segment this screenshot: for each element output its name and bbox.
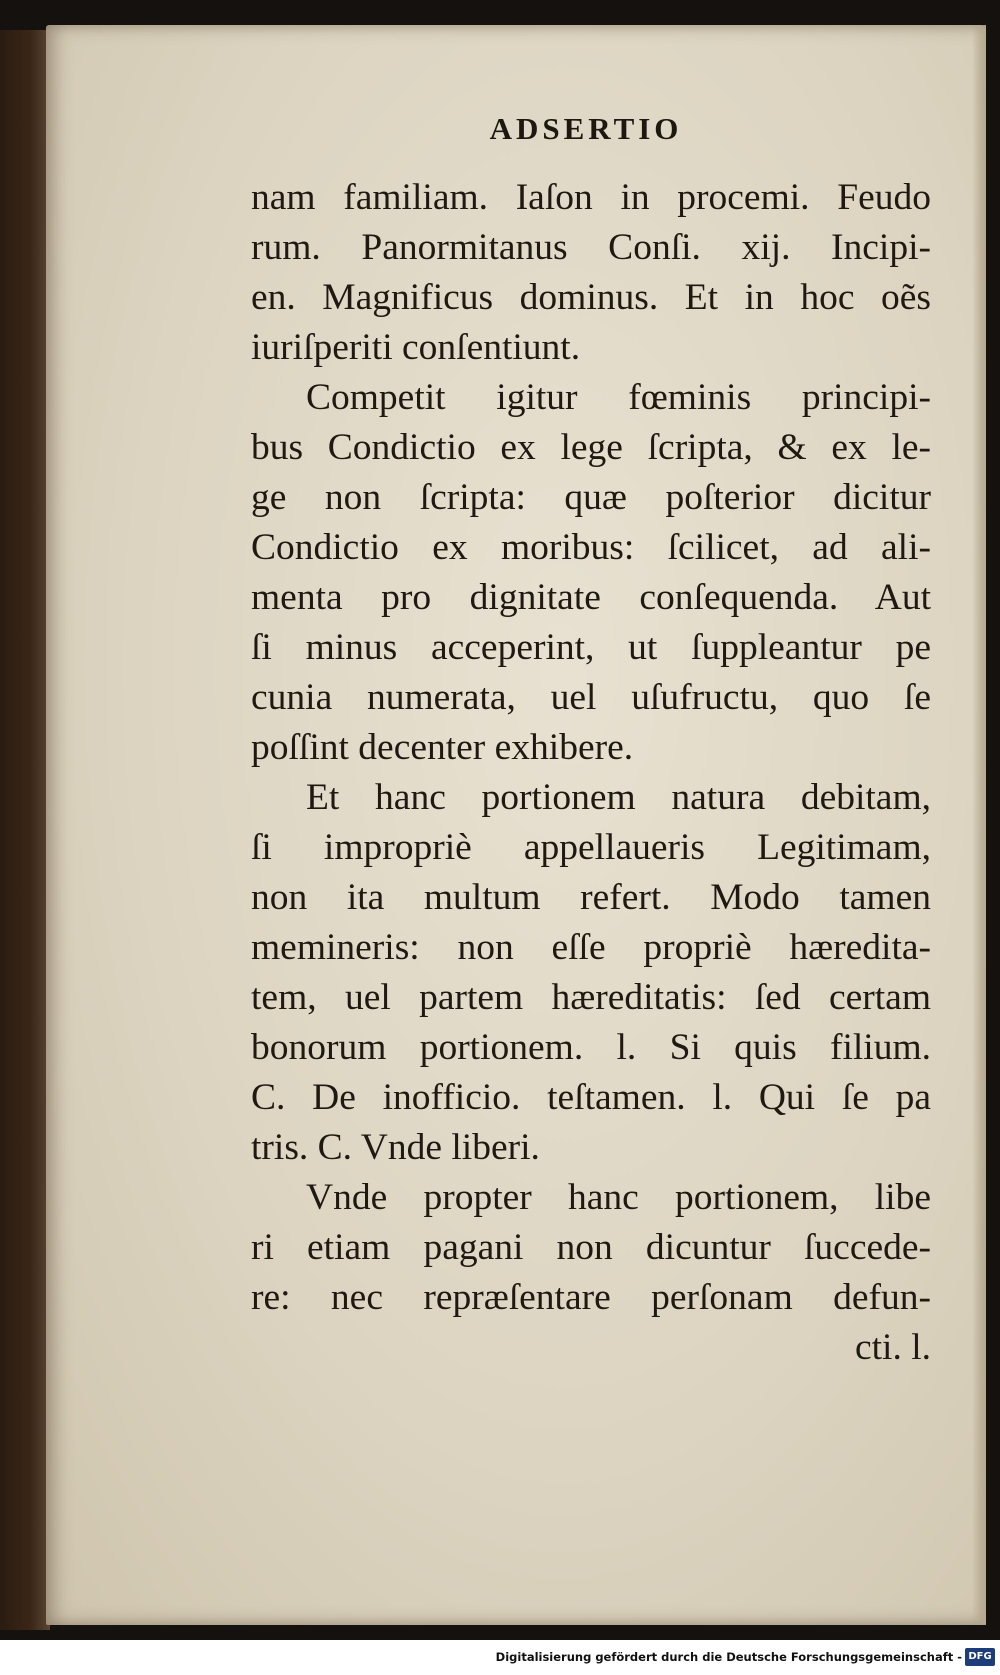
text-line: tris. C. Vnde liberi.	[251, 1127, 540, 1168]
text-line: ſi impropriè appellaueris Legitimam,	[251, 827, 931, 868]
book-spine	[0, 30, 50, 1630]
text-line: ri etiam pagani non dicuntur ſuccede-	[251, 1227, 931, 1268]
footer-bar	[0, 1640, 1000, 1675]
text-line: Condictio ex moribus: ſcilicet, ad ali-	[251, 527, 931, 568]
text-line: re: nec repræſentare perſonam defun-	[251, 1277, 931, 1318]
text-line: rum. Panormitanus Conſi. xij. Incipi-	[251, 227, 931, 268]
text-line: non ita multum refert. Modo tamen	[251, 877, 931, 918]
body-text	[251, 173, 931, 1373]
running-head: ADSERTIO	[489, 111, 683, 146]
text-line: Vnde propter hanc portionem, libe	[306, 1177, 931, 1218]
text-line: memineris: non eſſe propriè hæredita-	[251, 927, 931, 968]
page-edge	[972, 25, 986, 1625]
text-line: ge non ſcripta: quæ poſterior dicitur	[251, 477, 931, 518]
text-line: poſſint decenter exhibere.	[251, 727, 634, 768]
text-line: cti. l.	[854, 1327, 931, 1368]
text-line: ſi minus acceperint, ut ſuppleantur pe	[251, 627, 931, 668]
text-line: nam familiam. Iaſon in procemi. Feudo	[251, 177, 931, 218]
text-line: tem, uel partem hæreditatis: ſed certam	[251, 977, 931, 1018]
footer-credit: Digitalisierung gefördert durch die Deutsche Forschungsgemeinschaft -	[495, 1650, 962, 1664]
text-line: iuriſperiti conſentiunt.	[251, 327, 581, 368]
text-line: C. De inofficio. teſtamen. l. Qui ſe pa	[251, 1077, 931, 1118]
text-line: Competit igitur fœminis principi-	[306, 377, 931, 418]
text-line: cunia numerata, uel uſufructu, quo ſe	[251, 677, 931, 718]
text-line: bus Condictio ex lege ſcripta, & ex le-	[251, 427, 931, 468]
text-line: en. Magnificus dominus. Et in hoc oẽs	[251, 277, 931, 318]
text-line: menta pro dignitate conſequenda. Aut	[251, 577, 931, 618]
book-page	[46, 25, 986, 1625]
dfg-logo-icon: DFG	[965, 1648, 995, 1666]
text-line: Et hanc portionem natura debitam,	[306, 777, 931, 818]
text-line: bonorum portionem. l. Si quis filium.	[251, 1027, 931, 1068]
